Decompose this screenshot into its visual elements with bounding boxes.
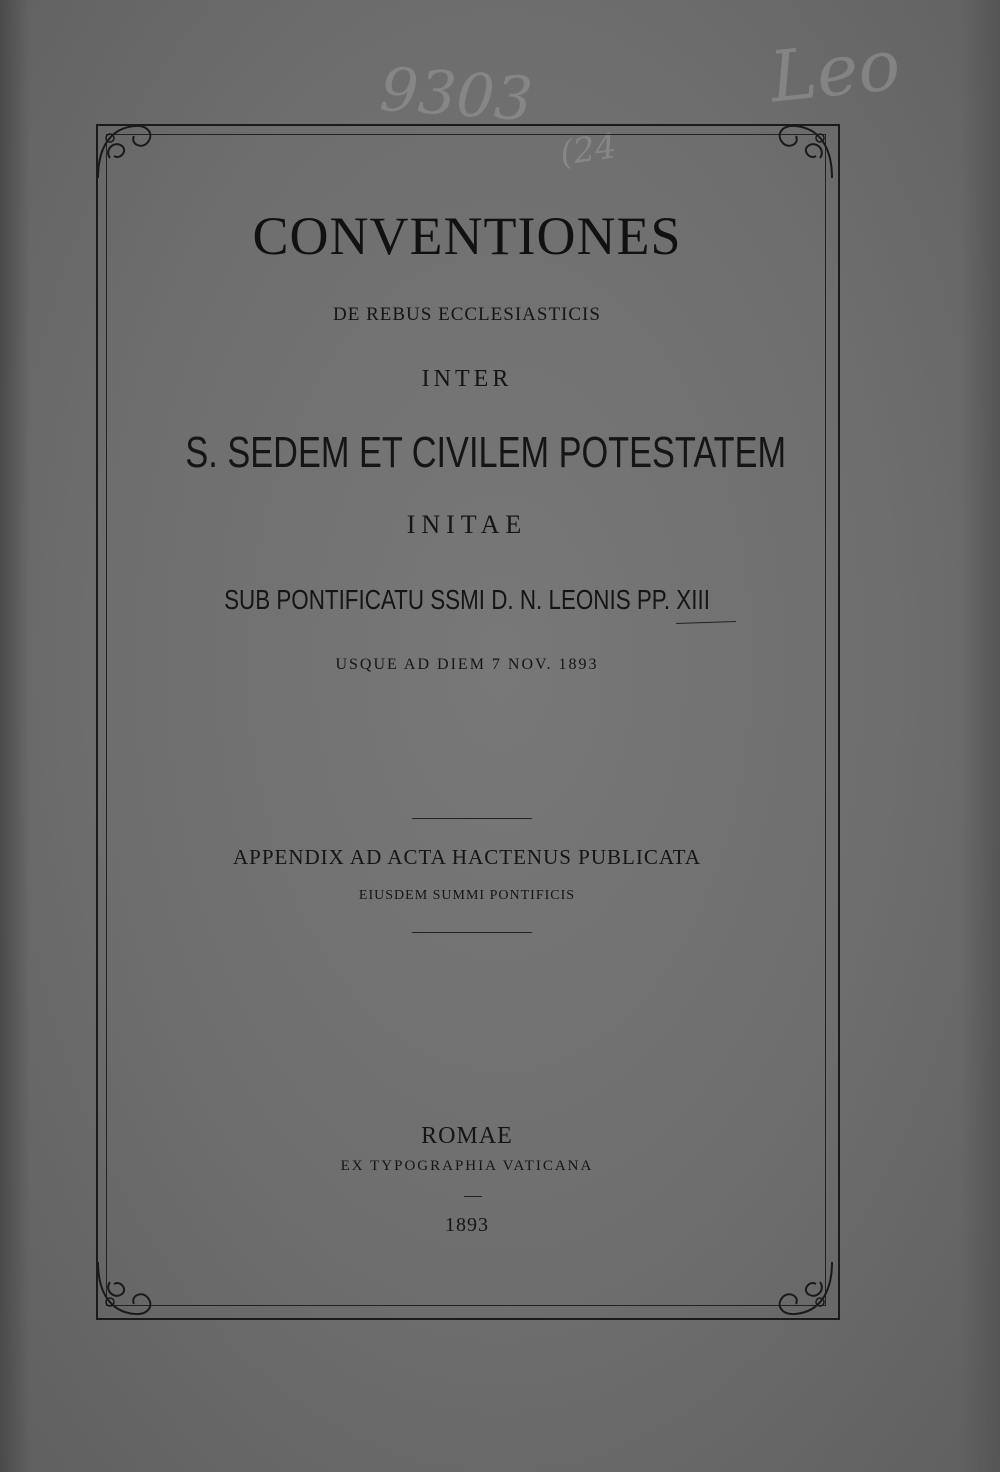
appendix-line: APPENDIX AD ACTA HACTENUS PUBLICATA bbox=[232, 845, 701, 869]
short-dash-rule bbox=[464, 1196, 482, 1197]
spine-shadow bbox=[0, 0, 30, 1472]
appendix-subline: EIUSDEM SUMMI PONTIFICIS bbox=[358, 888, 576, 903]
imprint-city: ROMAE bbox=[421, 1123, 513, 1149]
corner-ornament-icon bbox=[90, 118, 160, 188]
divider-rule bbox=[412, 932, 532, 933]
parties-line: S. SEDEM ET CIVILEM POTESTATEM bbox=[185, 428, 787, 477]
date-range-line: USQUE AD DIEM 7 NOV. 1893 bbox=[335, 656, 599, 673]
inter-word: INTER bbox=[421, 366, 513, 392]
corner-ornament-icon bbox=[770, 118, 840, 188]
pencil-note-name: Leo bbox=[766, 23, 904, 119]
divider-rule bbox=[412, 818, 532, 819]
edge-shadow bbox=[960, 0, 1000, 1472]
imprint-printer: EX TYPOGRAPHIA VATICANA bbox=[340, 1158, 594, 1174]
pencil-note-number: 9303 bbox=[377, 54, 535, 136]
subtitle: DE REBUS ECCLESIASTICIS bbox=[333, 304, 601, 325]
initae-word: INITAE bbox=[406, 510, 528, 539]
imprint-year: 1893 bbox=[445, 1214, 489, 1236]
corner-ornament-icon bbox=[90, 1252, 160, 1322]
pontificate-line: SUB PONTIFICATU SSMI D. N. LEONIS PP. XIII bbox=[224, 584, 710, 615]
corner-ornament-icon bbox=[770, 1252, 840, 1322]
pencil-note-small: (24 bbox=[557, 126, 620, 174]
main-title: CONVENTIONES bbox=[252, 206, 682, 266]
